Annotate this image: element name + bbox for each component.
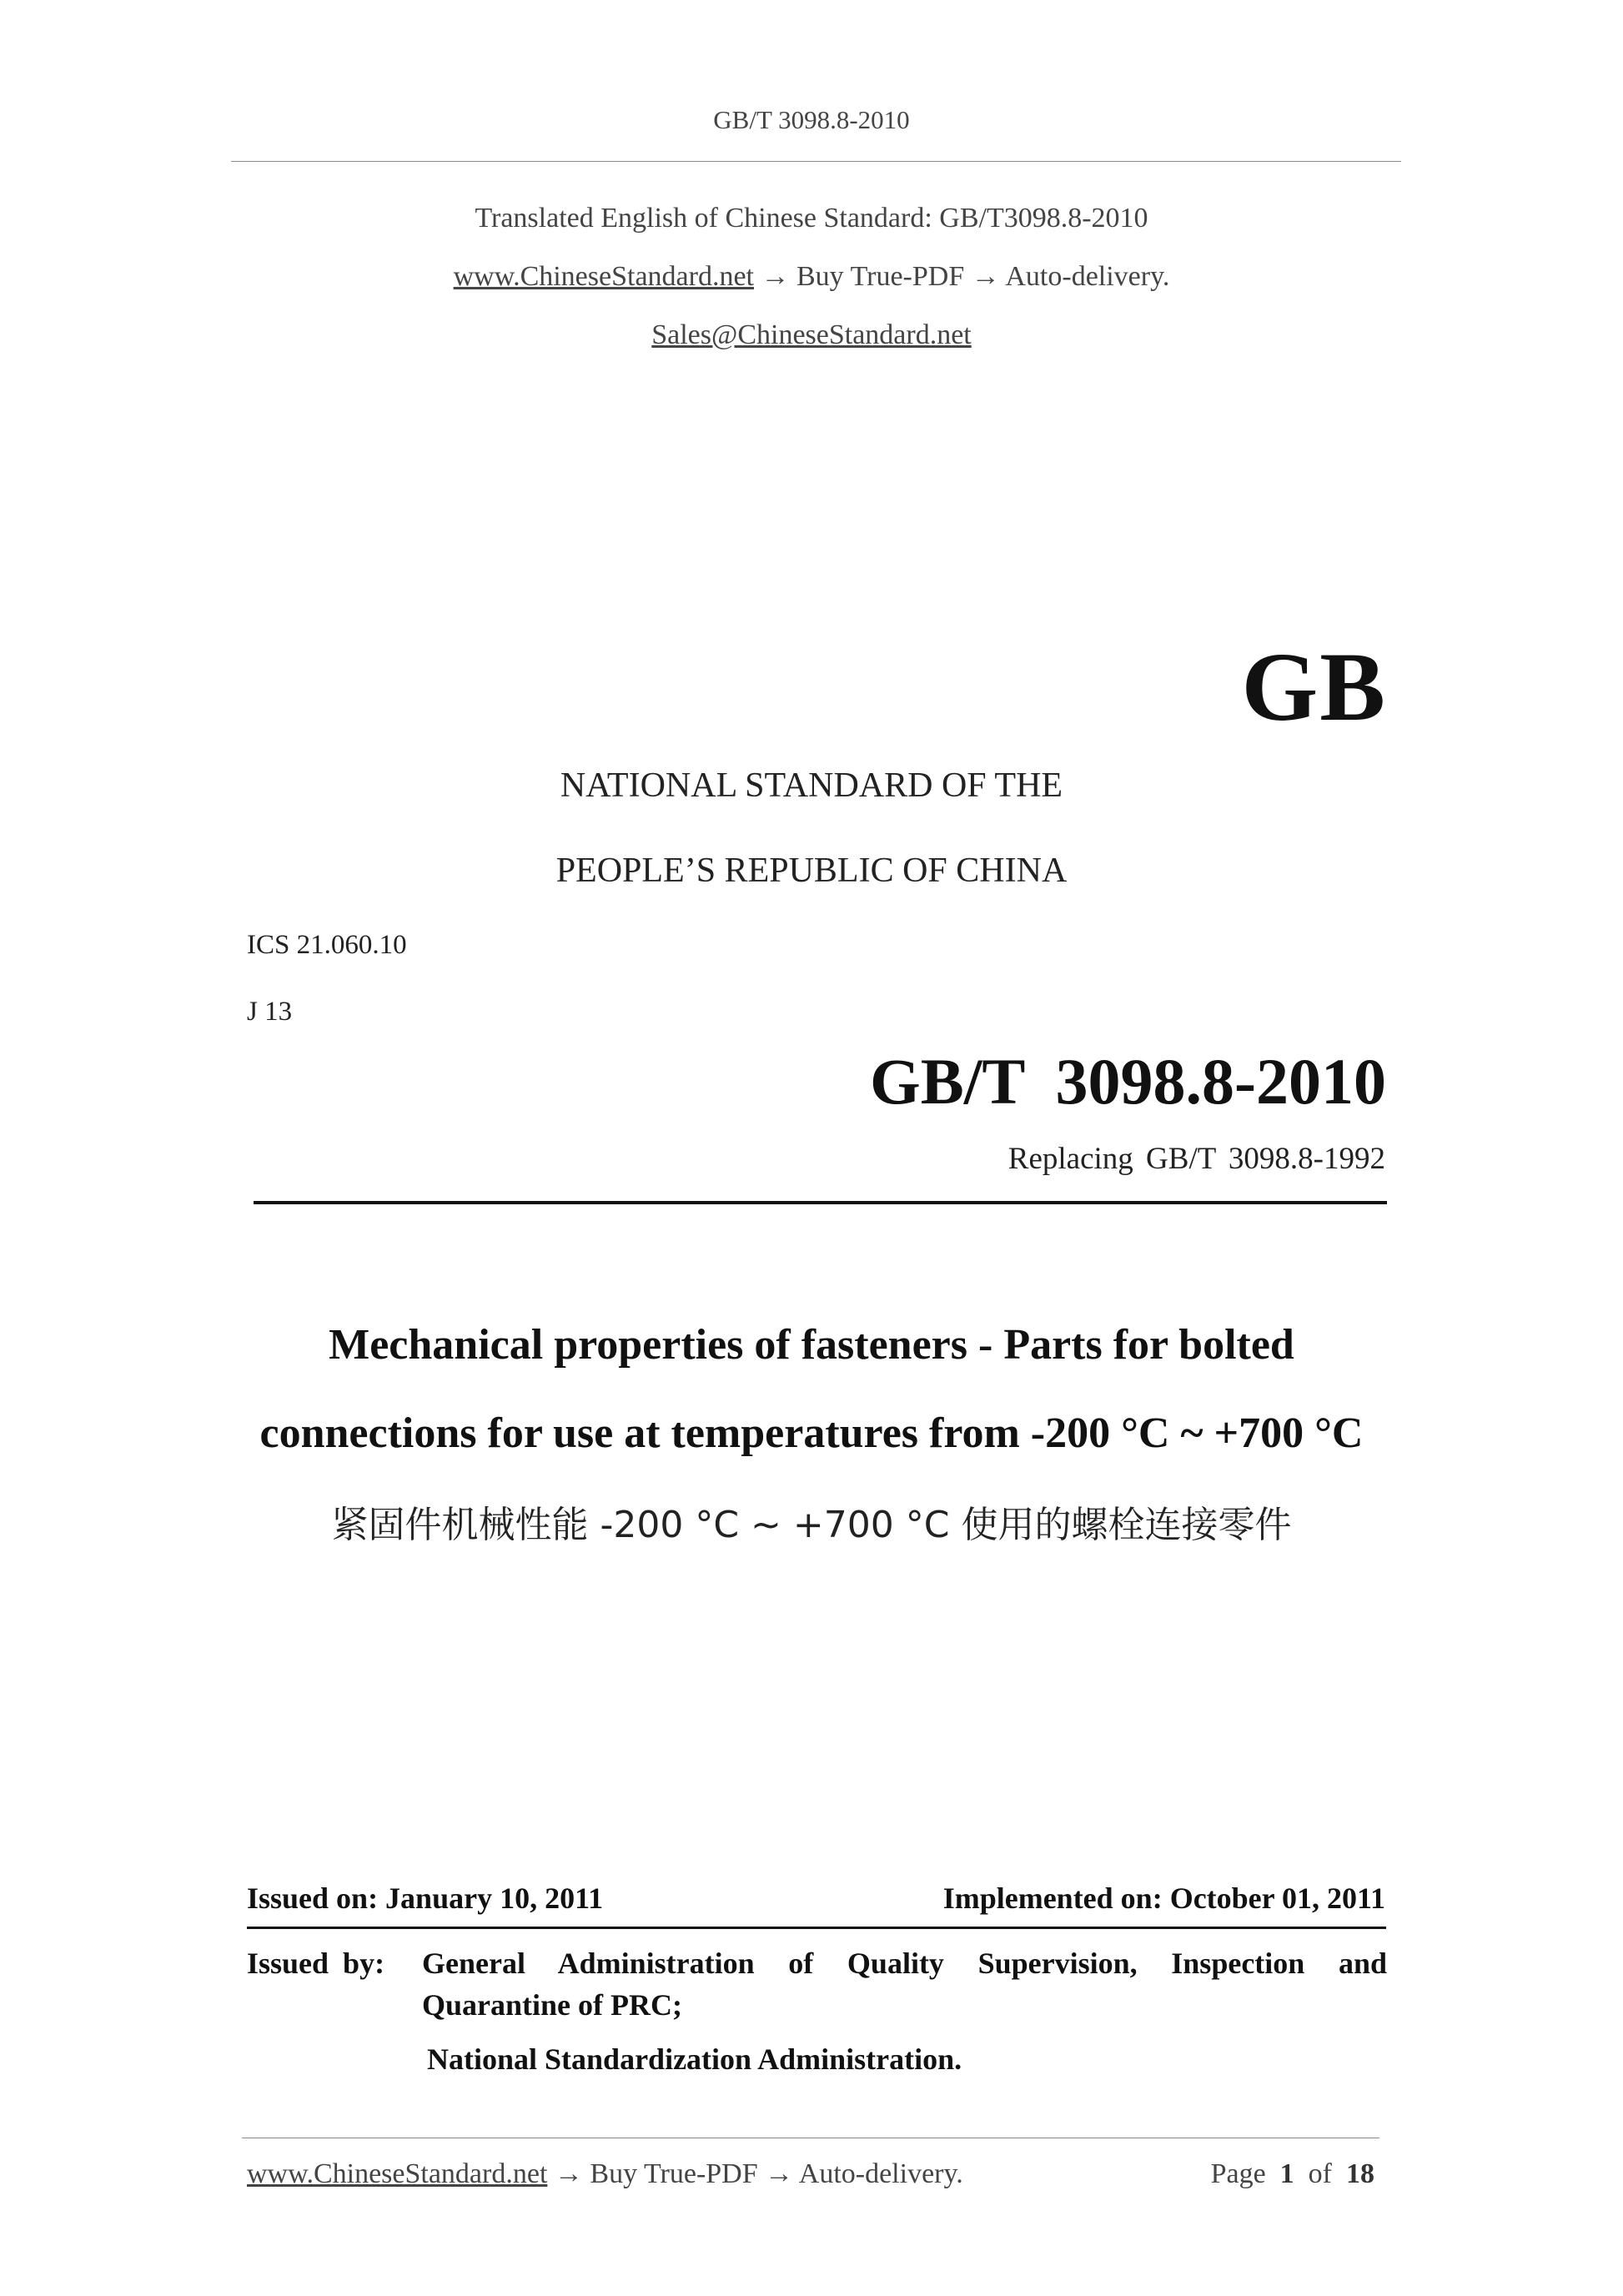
header-divider <box>231 161 1401 162</box>
english-title-line2: connections for use at temperatures from -200 °C ~ +700 °C <box>259 1409 1364 1457</box>
replacing-standard: Replacing GB/T 3098.8-1992 <box>1007 1142 1385 1176</box>
title-divider <box>254 1201 1387 1204</box>
standard-number: GB/T 3098.8-2010 <box>870 1045 1386 1118</box>
page-indicator <box>1211 2158 1374 2190</box>
header-site-link[interactable]: www.ChineseStandard.net <box>453 261 754 292</box>
footer-site-link[interactable]: www.ChineseStandard.net <box>247 2158 548 2189</box>
issued-by-line3: National Standardization Administration. <box>427 2042 962 2076</box>
issuance-divider <box>247 1927 1386 1929</box>
footer-buy-line <box>247 2158 963 2190</box>
issued-by-line1: General Administration of Quality Supervision, Inspection and <box>422 1947 1387 1980</box>
issued-by-label: Issued by: <box>247 1947 385 1980</box>
translated-notice: Translated English of Chinese Standard: GB/T3098.8-2010 <box>475 203 1148 234</box>
english-title-line1: Mechanical properties of fasteners - Parts for bolted <box>329 1321 1294 1369</box>
running-header-title: GB/T 3098.8-2010 <box>713 105 910 134</box>
page-current: 1 <box>1279 2158 1294 2189</box>
ics-code: ICS 21.060.10 <box>247 930 407 960</box>
english-title <box>0 1301 1623 1478</box>
page-total: 18 <box>1346 2158 1374 2189</box>
header-buy-text: → Buy True-PDF → Auto-delivery. <box>754 261 1170 292</box>
sales-email-link[interactable]: Sales@ChineseStandard.net <box>651 319 972 350</box>
implemented-on-date: Implemented on: October 01, 2011 <box>942 1882 1385 1915</box>
issued-by-line2: Quarantine of PRC; <box>422 1988 682 2022</box>
sales-line <box>0 319 1623 351</box>
issued-on-date: Issued on: January 10, 2011 <box>247 1882 604 1915</box>
page-label: Page <box>1210 2158 1266 2189</box>
header-buy-line <box>0 261 1623 293</box>
j-code: J 13 <box>247 997 293 1027</box>
footer-buy-text: → Buy True-PDF → Auto-delivery. <box>547 2158 963 2189</box>
gb-mark: GB <box>1241 632 1387 741</box>
chinese-title: 紧固件机械性能 -200 °C ~ +700 °C 使用的螺栓连接零件 <box>331 1504 1292 1546</box>
national-standard-line2: PEOPLE’S REPUBLIC OF CHINA <box>555 852 1068 890</box>
national-standard-line1: NATIONAL STANDARD OF THE <box>560 766 1063 805</box>
page-of: of <box>1308 2158 1332 2189</box>
